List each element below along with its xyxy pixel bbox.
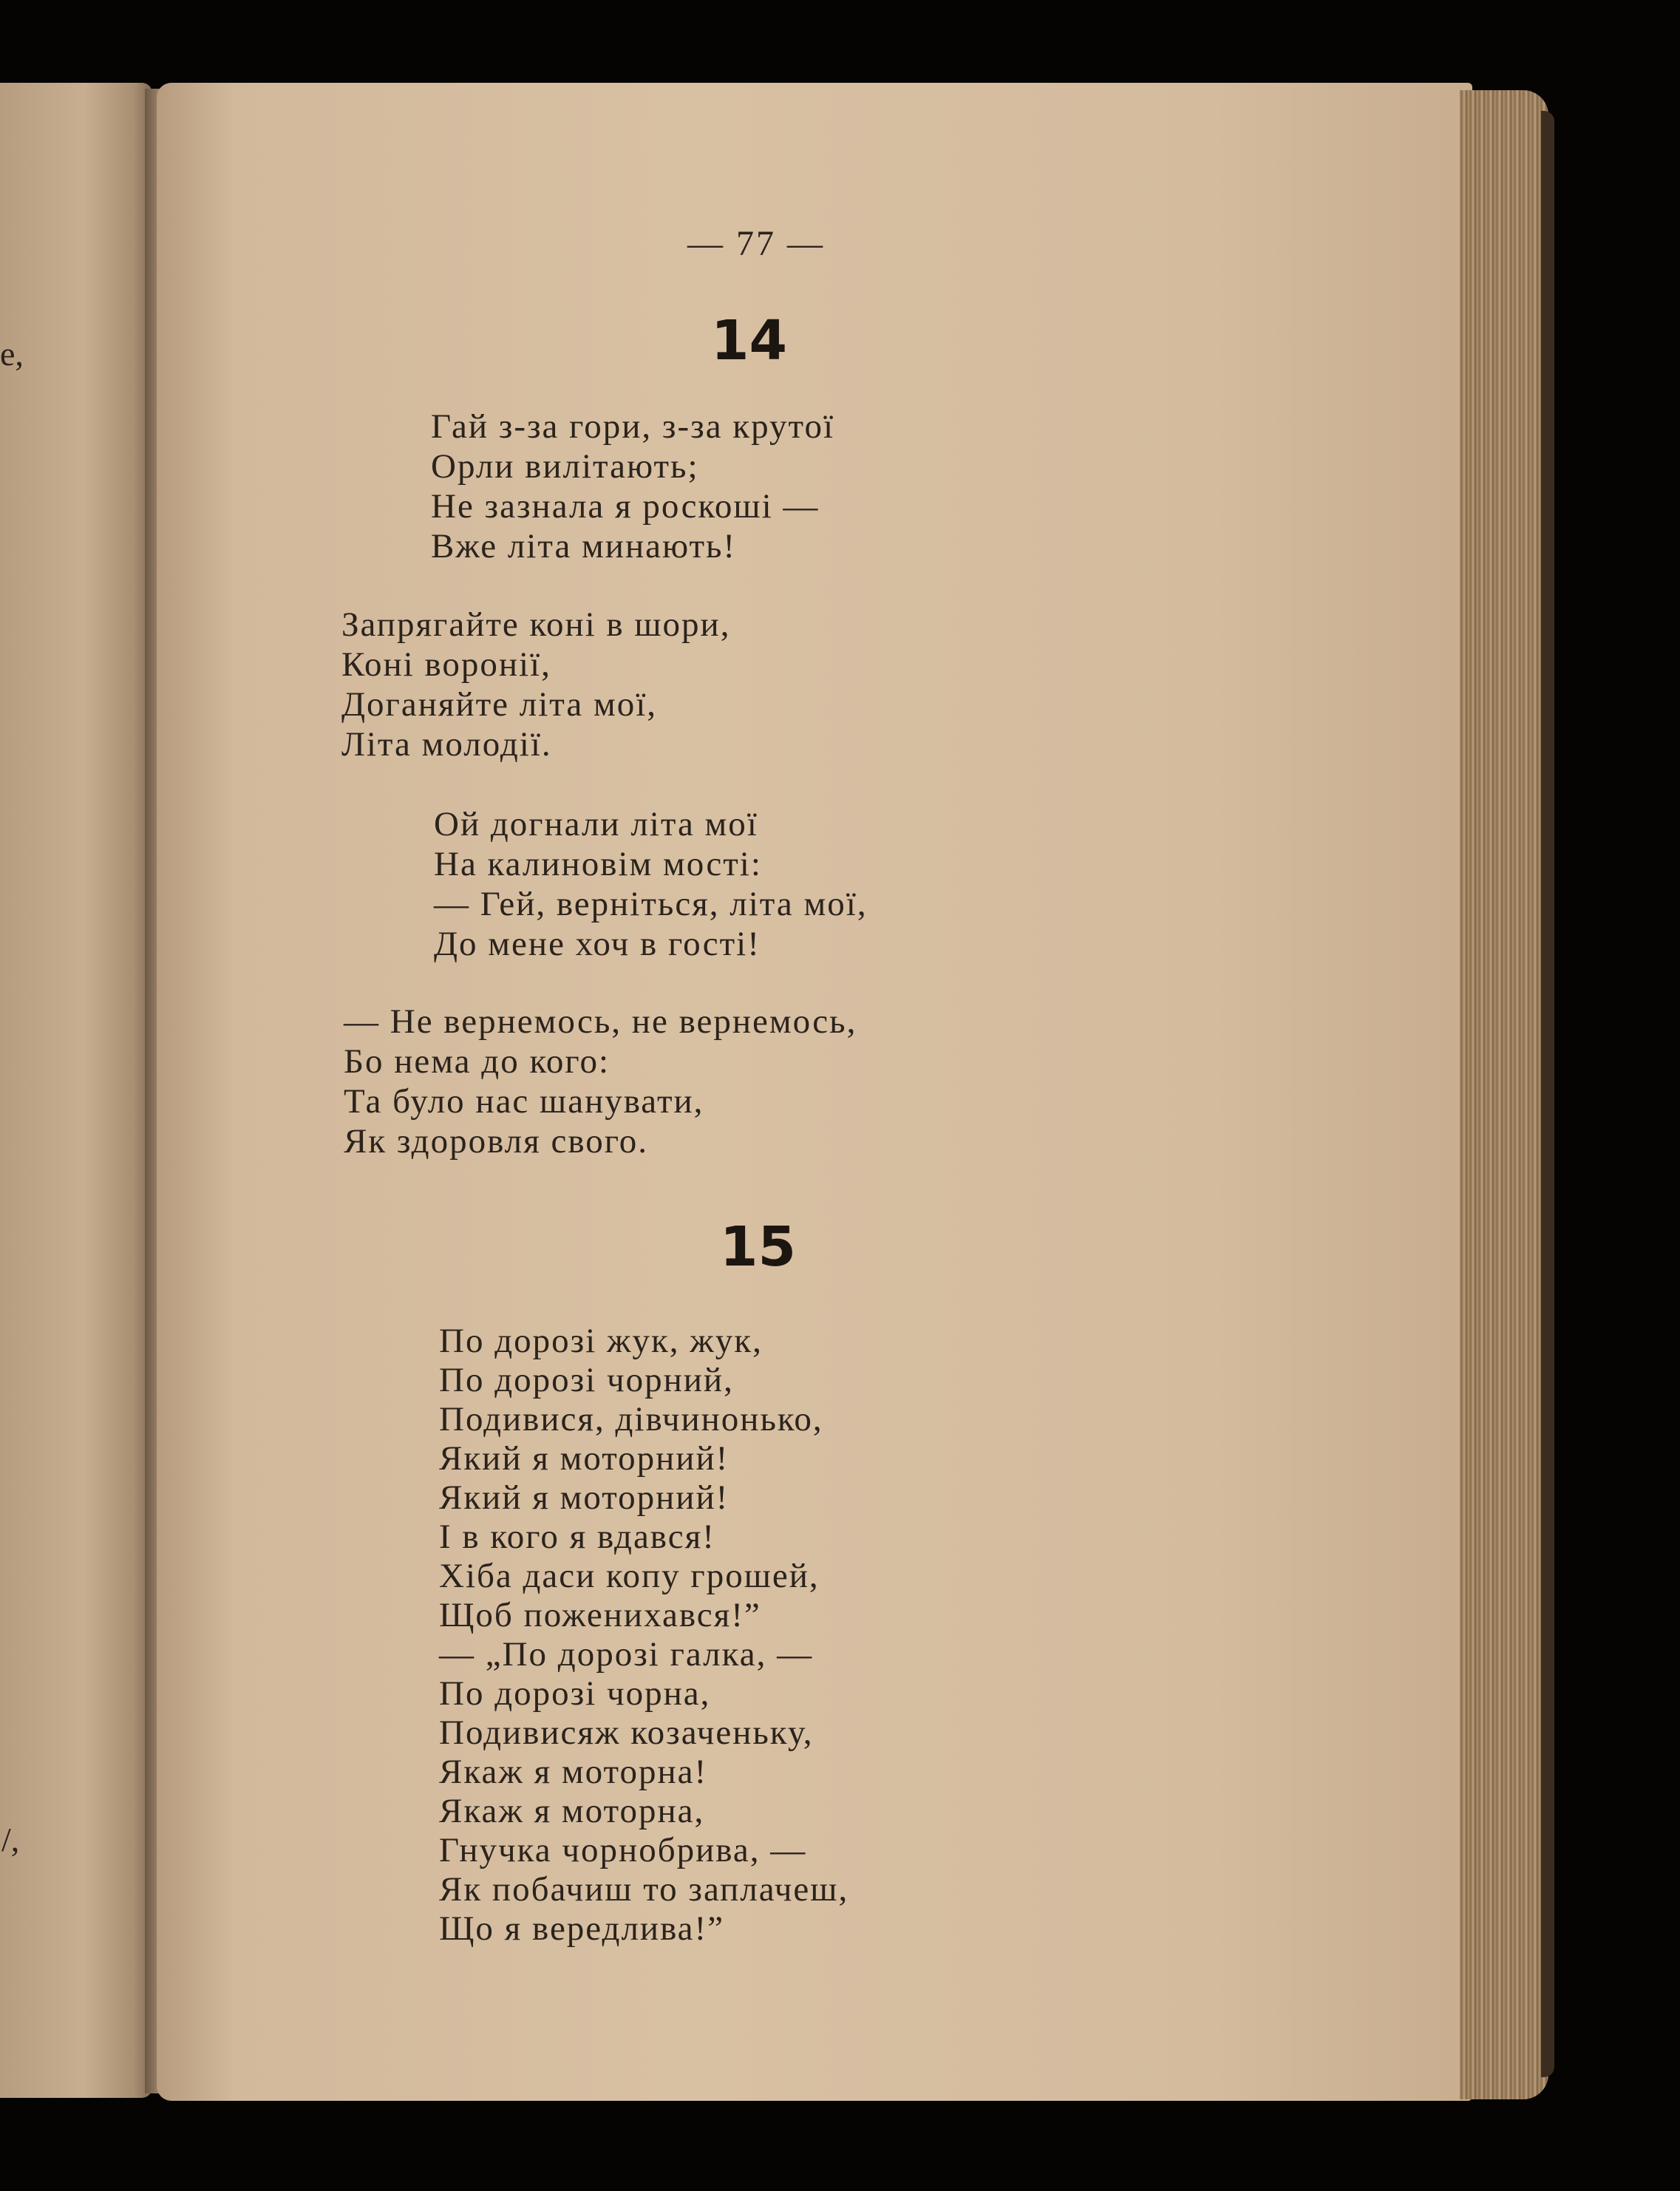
page-block-shadow (1541, 111, 1554, 2077)
verse-line: Щоб поженихався!” (439, 1596, 761, 1634)
verse-line: Коні воронії, (341, 645, 551, 684)
left-page (0, 83, 152, 2098)
verse-line: Бо нема до кого: (344, 1042, 611, 1081)
verse-line: Літа молодії. (341, 725, 552, 764)
verse-line: Гай з-за гори, з-за крутої (431, 407, 835, 446)
stanza (431, 407, 834, 566)
verse-line: Як здоровля свого. (344, 1122, 649, 1161)
verse-line: Та було нас шанувати, (344, 1082, 704, 1121)
verse-line: І в кого я вдався! (439, 1518, 715, 1556)
verse-line: Що я вередлива!” (439, 1909, 725, 1948)
page-number: — 77 — (687, 224, 825, 263)
page-block-edge (1460, 90, 1548, 2099)
verse-line: Хіба даси копу грошей, (439, 1557, 820, 1595)
verse-line: Не зазнала я роскоші — (431, 487, 820, 526)
verse-line: По дорозі чорний, (439, 1361, 734, 1399)
verse-line: Гнучка чорнобрива, — (439, 1831, 807, 1869)
poem-number: 14 (711, 309, 787, 373)
verse-line: Подивися, дівчинонько, (439, 1400, 823, 1438)
stanza (341, 605, 730, 764)
stanza (439, 1322, 848, 1949)
verse-line: Доганяйте літа мої, (341, 685, 658, 724)
verse-line: Як побачиш то заплачеш, (439, 1870, 849, 1909)
verse-line: Якаж я моторна, (439, 1792, 705, 1830)
stanza (344, 1002, 857, 1161)
verse-line: Подивисяж козаченьку, (439, 1713, 814, 1752)
verse-line: Який я моторний! (439, 1478, 730, 1517)
verse-line: — Гей, верніться, літа мої, (434, 885, 868, 923)
verse-line: Запрягайте коні в шори, (341, 605, 731, 644)
verse-line: — Не вернемось, не вернемось, (344, 1002, 857, 1041)
left-page-fragment: /, (1, 1821, 20, 1858)
verse-line: Ой догнали літа мої (434, 805, 758, 843)
verse-line: — „По дорозі галка, — (439, 1635, 814, 1674)
poem-number: 15 (720, 1215, 796, 1279)
verse-line: Якаж я моторна! (439, 1753, 708, 1791)
verse-line: По дорозі жук, жук, (439, 1322, 763, 1360)
verse-line: Орли вилітають; (431, 447, 699, 486)
verse-line: Вже літа минають! (431, 527, 737, 565)
verse-line: До мене хоч в гості! (434, 925, 761, 963)
verse-line: На калиновім мості: (434, 845, 762, 883)
stanza (434, 804, 868, 964)
verse-line: По дорозі чорна, (439, 1674, 711, 1713)
verse-line: Який я моторний! (439, 1439, 730, 1478)
left-page-fragment: е, (0, 335, 24, 373)
